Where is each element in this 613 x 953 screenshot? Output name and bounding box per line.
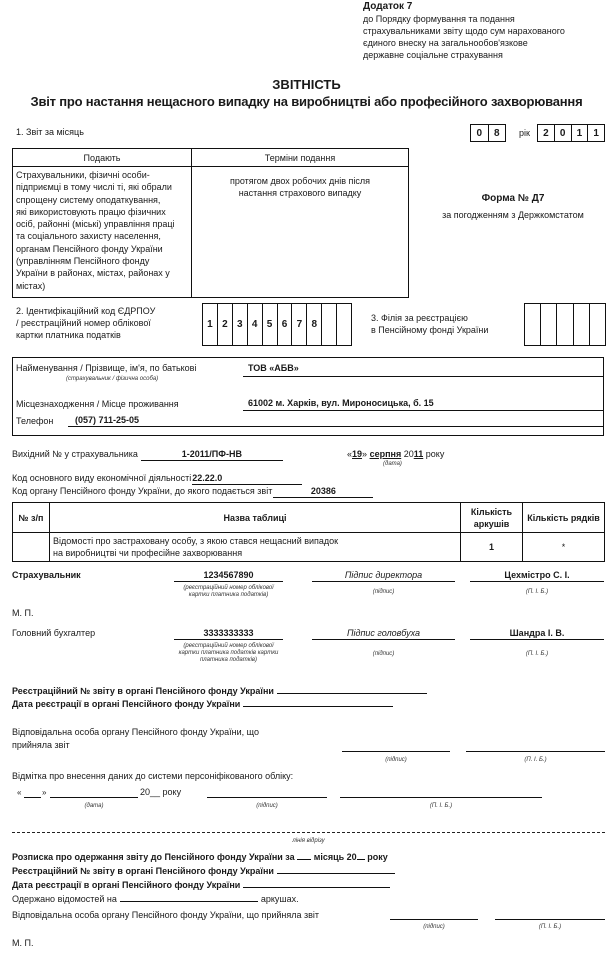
- responsible-label: Відповідальна особа органу Пенсійного фонду України, що: [12, 727, 259, 737]
- receipt-stamp: М. П.: [12, 938, 34, 948]
- receipt-title-part: місяць 20: [313, 852, 357, 862]
- branch-digit: [590, 304, 605, 345]
- appendix-title: Додаток 7: [363, 1, 413, 12]
- mark-name-field[interactable]: [340, 797, 542, 798]
- form-approval: за погодженням з Держкомстатом: [442, 210, 584, 220]
- mark-label: Відмітка про внесення даних до системи персоніфікованого обліку:: [12, 771, 294, 781]
- receipt-responsible-label: Відповідальна особа органу Пенсійного фонду України, що прийняла звіт: [12, 910, 320, 920]
- accountant-reg-number[interactable]: 3333333333: [203, 628, 254, 638]
- receipt-reg-number-label: Реєстраційний № звіту в органі Пенсійного фонду України: [12, 866, 274, 876]
- signature-caption: (підпис): [385, 757, 407, 763]
- receipt-reg-date-field[interactable]: [243, 887, 390, 888]
- insurer-reg-caption: [174, 585, 283, 599]
- received-suffix: аркушах.: [260, 894, 299, 904]
- terms-line: протягом двох робочих днів після: [230, 176, 370, 186]
- header-sheets: Кількість аркушів: [461, 503, 523, 533]
- year-boxes[interactable]: [537, 124, 605, 142]
- insurer-label: Страхувальник: [12, 570, 81, 580]
- mark-quote-close: »: [42, 788, 47, 797]
- address-label: Місцезнаходження / Місце проживання: [16, 399, 179, 409]
- year-digit: 1: [593, 127, 599, 139]
- header-rows: Кількість рядків: [523, 503, 605, 533]
- receipt-year-field[interactable]: [357, 851, 365, 860]
- edrpou-digit: 3: [233, 304, 248, 345]
- signature-caption: (підпис): [372, 651, 395, 657]
- appendix-line: державне соціальне страхування: [363, 50, 503, 60]
- appendix-line: єдиного внеску на загальнообов'язкове: [363, 38, 528, 48]
- received-sheets-field[interactable]: [120, 901, 258, 902]
- pfu-reg-date-field[interactable]: [243, 706, 393, 707]
- signature-caption: (підпис): [423, 924, 445, 930]
- year-label: рік: [519, 128, 530, 138]
- outgoing-value[interactable]: 1-2011/ПФ-НВ: [141, 449, 283, 461]
- branch-digit: [525, 304, 541, 345]
- edrpou-label: 2. Ідентифікаційний код ЄДРПОУ: [16, 306, 156, 316]
- accountant-label: Головний бухгалтер: [12, 628, 96, 638]
- signature-caption: (підпис): [256, 803, 278, 809]
- cut-line: [12, 832, 605, 833]
- caption-line: картки платника податків картки: [178, 650, 279, 656]
- edrpou-label: / реєстраційний номер облікової: [16, 318, 151, 328]
- receipt-signature-field[interactable]: [390, 919, 478, 920]
- accountant-name[interactable]: Шандра І. В.: [509, 628, 565, 638]
- mark-day-field[interactable]: [24, 797, 41, 798]
- form-number: Форма № Д7: [481, 193, 545, 204]
- responsible-label: прийняла звіт: [12, 740, 70, 750]
- who-line: України в районах, містах, районах у: [16, 268, 170, 279]
- row-name: [50, 533, 461, 562]
- terms-line: настання страхового випадку: [238, 188, 362, 198]
- branch-digit: [557, 304, 573, 345]
- mark-year: 20__ року: [140, 787, 182, 797]
- tables-list: [12, 502, 605, 562]
- kved-label: Код основного виду економічної діяльності: [12, 473, 192, 483]
- pfu-reg-number-field[interactable]: [277, 693, 427, 694]
- outgoing-date[interactable]: [347, 448, 444, 460]
- month-digit: 0: [471, 125, 489, 141]
- pfu-reg-date-label: Дата реєстрації в органі Пенсійного фонду України: [12, 699, 241, 709]
- pfu-reg-date-row: [12, 698, 393, 710]
- row-number: [13, 533, 50, 562]
- month-digit: 8: [493, 127, 500, 139]
- receipt-title: [12, 851, 388, 863]
- year-suffix: 11: [413, 449, 424, 459]
- caption-line: (реєстраційний номер облікової: [183, 643, 274, 649]
- received-label: Одержано відомостей на: [12, 894, 117, 904]
- accountant-reg-caption: [174, 643, 283, 664]
- caption-line: (реєстраційний номер облікової: [183, 585, 274, 591]
- edrpou-digit: 2: [218, 304, 233, 345]
- header-terms: Терміни подання: [192, 149, 409, 167]
- year-digit: 2: [538, 125, 555, 141]
- branch-digit: [541, 304, 557, 345]
- document-subtitle: Звіт про настання нещасного випадку на виробництві або професійного захворювання: [30, 94, 583, 109]
- insurer-name[interactable]: Цехмістро С. І.: [504, 570, 570, 580]
- year-digit: 0: [555, 125, 572, 141]
- mark-quote-open: «: [17, 788, 22, 797]
- name-caption: (страхувальник / фізична особа): [66, 376, 159, 382]
- edrpou-boxes[interactable]: [202, 303, 352, 346]
- terms-cell: [192, 167, 409, 298]
- receipt-name-field[interactable]: [495, 919, 605, 920]
- mark-signature-field[interactable]: [207, 797, 327, 798]
- document-title: ЗВІТНІСТЬ: [272, 77, 341, 92]
- who-line: (управлінням Пенсійного фонду: [16, 256, 150, 267]
- date-caption: (дата): [84, 803, 104, 809]
- edrpou-digit: [322, 304, 337, 345]
- branch-label: в Пенсійному фонді України: [371, 325, 489, 335]
- receipt-reg-date-label: Дата реєстрації в органі Пенсійного фонду України: [12, 880, 241, 890]
- outgoing-row: [12, 448, 283, 461]
- name-label: Найменування / Прізвище, ім'я, по батькові: [16, 363, 197, 373]
- branch-boxes[interactable]: [524, 303, 606, 346]
- name-caption: (П. І. Б.): [525, 651, 549, 657]
- pfu-code-value[interactable]: 20386: [273, 486, 373, 498]
- who-line: осіб, районні (міські) управління праці: [16, 219, 175, 230]
- row-sheets[interactable]: 1: [461, 533, 523, 562]
- name-caption: (П. І. Б.): [429, 803, 453, 809]
- who-line: органам Пенсійного фонду України: [16, 243, 163, 254]
- row-name-line: Відомості про застраховану особу, з якою стався нещасний випадок: [53, 536, 339, 546]
- signature-caption: (підпис): [372, 589, 395, 595]
- branch-label: 3. Філія за реєстрацією: [371, 313, 468, 323]
- pfu-code-row: [12, 485, 373, 498]
- edrpou-digit: 6: [278, 304, 293, 345]
- pfu-reg-number-row: [12, 685, 427, 697]
- kved-value[interactable]: 22.22.0: [192, 473, 302, 485]
- who-line: та соціального захисту населення,: [16, 231, 161, 242]
- mark-month-field[interactable]: [50, 797, 138, 798]
- date-month: серпня: [369, 449, 402, 459]
- receipt-reg-number-field[interactable]: [277, 873, 395, 874]
- submission-table: [12, 148, 409, 298]
- receipt-reg-date-row: [12, 879, 390, 891]
- receipt-reg-number-row: [12, 865, 395, 877]
- who-line: спрощену систему оподаткування,: [16, 194, 161, 205]
- receipt-title-part: року: [367, 852, 388, 862]
- phone-label: Телефон: [16, 416, 54, 426]
- who-cell: [13, 167, 192, 298]
- receipt-month-field[interactable]: [297, 851, 311, 860]
- outgoing-label: Вихідний № у страхувальника: [12, 449, 138, 459]
- receipt-title-part: Розписка про одержання звіту до Пенсійного фонду України за: [12, 852, 295, 862]
- responsible-signature-field[interactable]: [342, 751, 450, 752]
- insurer-signature[interactable]: Підпис директора: [344, 570, 423, 580]
- row-name-line: на виробництві чи професійне захворювання: [53, 548, 243, 558]
- year-prefix: 20: [403, 449, 414, 459]
- name-caption: (П. І. Б.): [525, 589, 549, 595]
- header-table-name: Назва таблиці: [50, 503, 461, 533]
- who-line: які використовують працю фізичних: [16, 206, 166, 217]
- responsible-name-field[interactable]: [466, 751, 605, 752]
- kved-row: [12, 472, 302, 485]
- header-number: № з/п: [13, 503, 50, 533]
- edrpou-digit: [337, 304, 351, 345]
- name-caption: (П. І. Б.): [524, 757, 547, 763]
- pfu-reg-number-label: Реєстраційний № звіту в органі Пенсійного фонду України: [12, 686, 274, 696]
- edrpou-digit: 5: [263, 304, 278, 345]
- cut-line-caption: лінія відрізу: [292, 838, 325, 844]
- branch-digit: [574, 304, 590, 345]
- address-value[interactable]: 61002 м. Харків, вул. Мироносицька, б. 15: [248, 398, 434, 408]
- header-who: Подають: [13, 149, 192, 167]
- edrpou-digit: 1: [203, 304, 218, 345]
- who-line: підприємці в тому числі ті, які обрали: [16, 182, 172, 193]
- appendix-line: страхувальниками звіту щодо сум нарахованого: [363, 26, 565, 36]
- who-line: містах): [16, 280, 46, 291]
- received-row: [12, 893, 299, 905]
- year-digit: 1: [572, 125, 589, 141]
- who-line: Страхувальники, фізичні особи-: [16, 170, 150, 180]
- appendix-line: до Порядку формування та подання: [363, 14, 515, 24]
- phone-value[interactable]: (057) 711-25-05: [75, 415, 140, 425]
- edrpou-digit: 8: [307, 304, 322, 345]
- month-label: 1. Звіт за місяць: [16, 127, 84, 137]
- edrpou-digit: 4: [248, 304, 263, 345]
- edrpou-digit: 7: [292, 304, 307, 345]
- row-rows[interactable]: *: [523, 533, 605, 562]
- name-caption: (П. І. Б.): [538, 924, 562, 930]
- insurer-reg-number[interactable]: 1234567890: [203, 570, 254, 580]
- date-day: 19: [352, 449, 363, 459]
- stamp-label: М. П.: [12, 608, 34, 618]
- quote: «: [347, 449, 353, 459]
- date-caption: (дата): [383, 461, 402, 467]
- table-row: [13, 533, 605, 562]
- name-value[interactable]: ТОВ «АБВ»: [248, 363, 299, 373]
- accountant-signature[interactable]: Підпис головбуха: [346, 628, 421, 638]
- year-word: року: [425, 449, 445, 459]
- pfu-code-label: Код органу Пенсійного фонду України, до якого подається звіт: [12, 486, 273, 496]
- caption-line: платника податків): [199, 657, 258, 663]
- month-boxes[interactable]: [470, 124, 506, 142]
- quote: »: [362, 449, 368, 459]
- caption-line: картки платника податків): [188, 592, 269, 598]
- edrpou-label: картки платника податків: [16, 330, 121, 340]
